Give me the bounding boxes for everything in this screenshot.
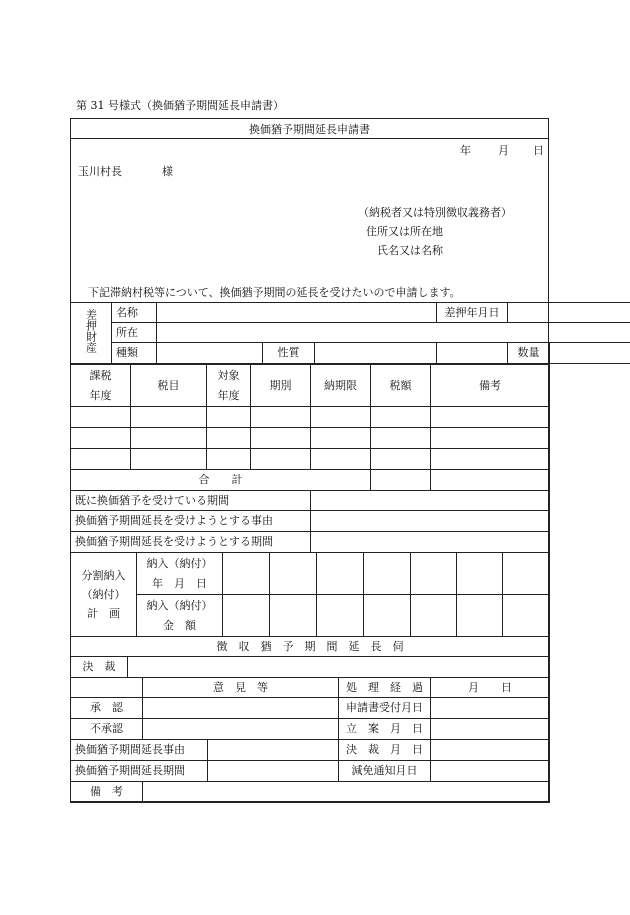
decided-date-label: 決 裁 月 日: [339, 740, 431, 761]
review-remarks-field[interactable]: [143, 782, 550, 803]
property-name-label: 名称: [112, 303, 157, 323]
period-reason-table: [70, 490, 550, 553]
installment-date-label: 納入（納付） 年 月 日: [137, 553, 223, 595]
opinion-header: 意 見 等: [143, 678, 339, 698]
extension-period-label: 換価猶予期間延長を受けようとする期間: [71, 532, 311, 553]
month-day-header: 月 日: [431, 678, 550, 698]
inquiry-title: 徴 収 猶 予 期 間 延 長 伺: [71, 637, 550, 657]
installment-plan-table: [70, 552, 550, 637]
table-row: [71, 407, 550, 428]
received-date-label: 申請書受付月日: [339, 698, 431, 719]
addressee-honorific: 様: [162, 165, 173, 178]
period-header: 期別: [251, 365, 311, 407]
notified-date-label: 減免通知月日: [339, 761, 431, 782]
property-name-field[interactable]: [157, 303, 437, 323]
property-gap: [437, 343, 508, 364]
form-number: 第 31 号様式（換価猶予期間延長申請書）: [76, 99, 284, 112]
already-period-label: 既に換価猶予を受けている期間: [71, 491, 311, 511]
title-divider: [70, 138, 549, 139]
date-month: 月: [498, 144, 509, 157]
property-quantity-label: 数量: [508, 343, 550, 364]
due-date-header: 納期限: [311, 365, 371, 407]
extension-reason-label: 換価猶予期間延長を受けようとする事由: [71, 511, 311, 532]
installment-plan-label: 分割納入 （納付） 計 画: [71, 553, 137, 637]
total-amount-field[interactable]: [371, 470, 431, 491]
seized-property-label: 差押財産: [71, 303, 112, 364]
approve-label: 承 認: [71, 698, 143, 719]
inquiry-table: [70, 636, 550, 678]
installment-amount-label: 納入（納付） 金 額: [137, 595, 223, 637]
tax-year-header: 課税 年度: [71, 365, 131, 407]
target-year-header: 対象 年度: [207, 365, 251, 407]
application-statement: 下記滞納村税等について、換価猶予期間の延長を受けたいので申請します。: [88, 286, 461, 299]
form-title: 換価猶予期間延長申請書: [249, 123, 370, 136]
total-remarks-field[interactable]: [431, 470, 550, 491]
extension-period-field[interactable]: [311, 532, 550, 553]
property-nature-field[interactable]: [315, 343, 437, 364]
applicant-role: （納税者又は特別徴収義務者）: [358, 206, 512, 219]
decision-field[interactable]: [128, 657, 550, 678]
property-type-label: 種類: [112, 343, 157, 364]
tax-amount-header: 税額: [371, 365, 431, 407]
extension-reason-field[interactable]: [311, 511, 550, 532]
tax-item-header: 税目: [131, 365, 207, 407]
seized-property-table: [70, 302, 630, 364]
date-day: 日: [533, 144, 544, 157]
drafted-date-label: 立 案 月 日: [339, 719, 431, 740]
applicant-address-label: 住所又は所在地: [366, 225, 443, 238]
property-location-label: 所在: [112, 323, 157, 343]
seizure-date-label: 差押年月日: [437, 303, 508, 323]
review-remarks-label: 備 考: [71, 782, 143, 803]
addressee-name: 玉川村長: [78, 165, 122, 178]
seizure-date-field[interactable]: [508, 303, 630, 323]
applicant-name-label: 氏名又は名称: [377, 244, 443, 257]
decision-label: 決 裁: [71, 657, 128, 678]
property-location-field[interactable]: [157, 323, 630, 343]
extension-reason-review-label: 換価猶予期間延長事由: [71, 740, 208, 761]
remarks-header: 備考: [431, 365, 550, 407]
disapprove-label: 不承認: [71, 719, 143, 740]
already-period-field[interactable]: [311, 491, 550, 511]
total-label: 合 計: [71, 470, 371, 491]
table-row: [71, 449, 550, 470]
review-table: [70, 677, 550, 803]
extension-period-review-label: 換価猶予期間延長期間: [71, 761, 208, 782]
table-row: [71, 428, 550, 449]
tax-table: [70, 364, 550, 491]
property-quantity-field[interactable]: [550, 343, 630, 364]
process-header: 処 理 経 過: [339, 678, 431, 698]
property-nature-label: 性質: [263, 343, 315, 364]
total-row: [71, 470, 550, 491]
date-year: 年: [460, 144, 471, 157]
property-type-field[interactable]: [157, 343, 263, 364]
